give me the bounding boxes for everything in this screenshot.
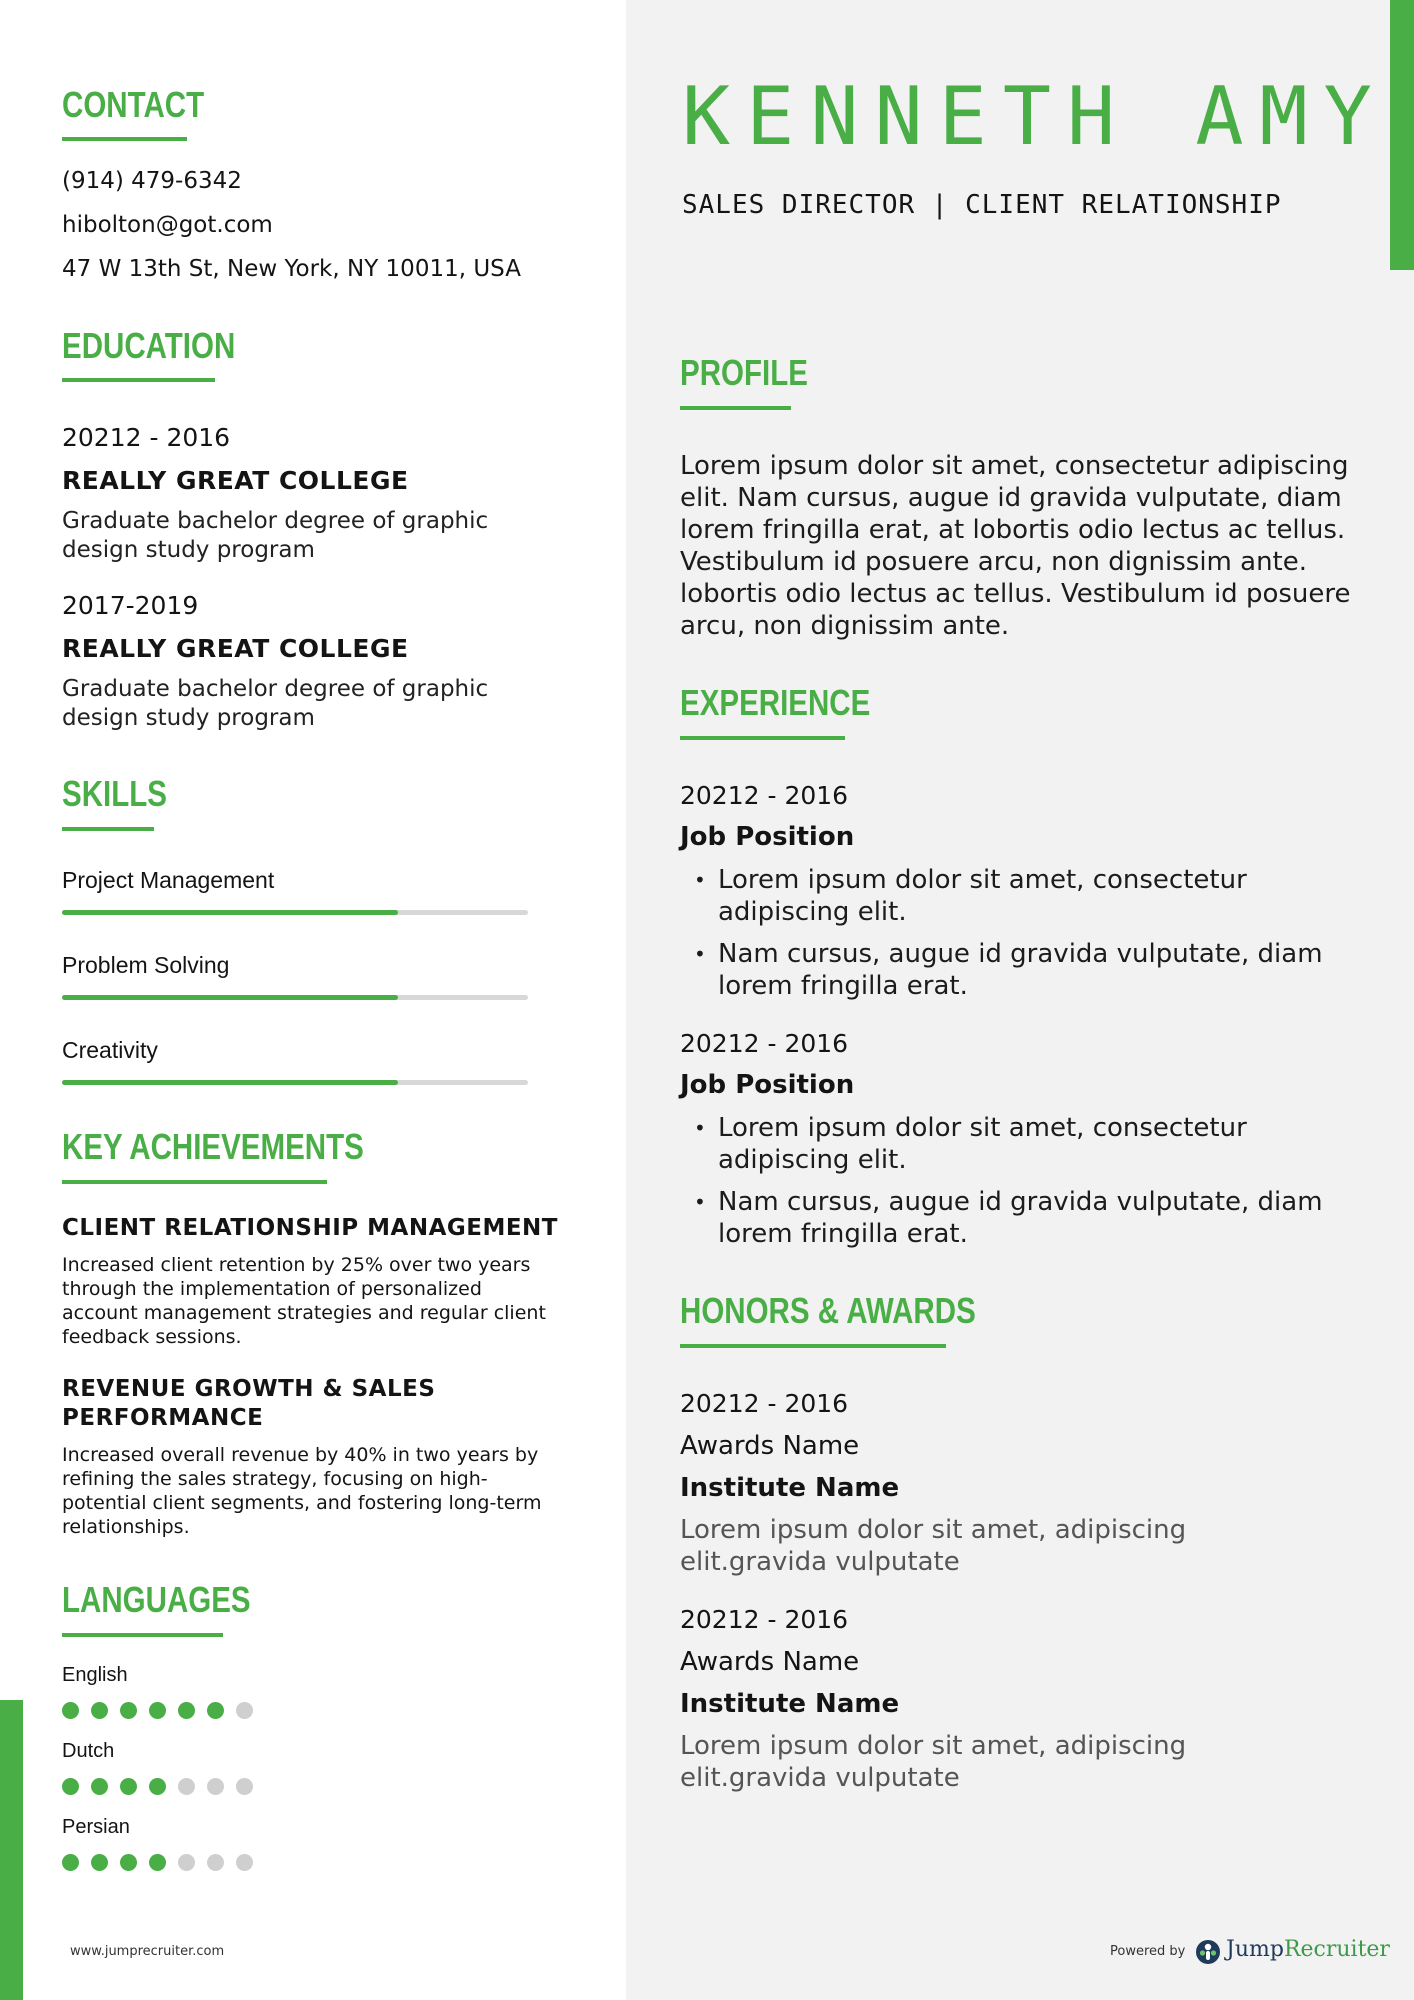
achievements-underline [62,1180,327,1184]
contact-email: hibolton@got.com [62,212,273,238]
language-dot-filled [91,1702,108,1719]
profile-text: Lorem ipsum dolor sit amet, consectetur adipiscing elit. Nam cursus, augue id gravida vulputate, diam lorem fringilla erat, at lobortis odio lectus ac tellus. Vestibulum id posuere arcu, non dignissim ante. lobortis odio lectus ac tellus. Vestibulum id posuere arcu, non dignissim ante. [680,451,1351,641]
language-name: English [62,1664,128,1686]
jumprecruiter-brand[interactable] [1226,1937,1390,1962]
language-dot-filled [178,1702,195,1719]
award-institute: Institute Name [680,1689,900,1719]
education-desc: Graduate bachelor degree of graphic design study program [62,508,489,563]
award-desc: Lorem ipsum dolor sit amet, adipiscing elit.gravida vulputate [680,1731,1187,1793]
language-level-dots [62,1702,253,1719]
education-underline [62,378,215,382]
language-dot-filled [149,1702,166,1719]
contact-phone: (914) 479-6342 [62,168,242,194]
experience-heading: EXPERIENCE [680,682,871,723]
experience-bullet: • Nam cursus, augue id gravida vulputate, diam lorem fringilla erat. [680,938,1350,1002]
skill-name: Creativity [62,1037,158,1063]
brand-jump: Jump [1226,1937,1284,1962]
contact-heading: CONTACT [62,84,205,125]
experience-bullet: • Lorem ipsum dolor sit amet, consectetur adipiscing elit. [680,864,1350,928]
education-desc: Graduate bachelor degree of graphic design study program [62,676,489,731]
skill-bar-fill [62,995,398,1000]
languages-heading: LANGUAGES [62,1579,251,1620]
language-dot-empty [178,1778,195,1795]
achievement-title: CLIENT RELATIONSHIP MANAGEMENT [62,1215,558,1241]
language-dot-empty [236,1702,253,1719]
achievement-text: Increased client retention by 25% over two years through the implementation of personalized account management strategies and regular client feedback sessions. [62,1254,546,1348]
skills-underline [62,827,154,831]
languages-underline [62,1633,223,1637]
awards-heading: HONORS & AWARDS [680,1290,976,1331]
accent-bar-left [0,1700,23,2000]
award-institute: Institute Name [680,1473,900,1503]
language-name: Dutch [62,1740,115,1762]
language-dot-empty [178,1854,195,1871]
language-dot-filled [62,1778,79,1795]
award-name: Awards Name [680,1647,860,1677]
language-dot-filled [120,1778,137,1795]
education-years: 2017-2019 [62,591,199,620]
language-dot-filled [91,1854,108,1871]
awards-underline [680,1344,946,1348]
skill-name: Problem Solving [62,952,230,978]
experience-underline [680,736,845,740]
skills-heading: SKILLS [62,773,167,814]
language-name: Persian [62,1816,130,1838]
person-name: KENNETH AMY [682,70,1388,163]
language-dot-empty [236,1778,253,1795]
skill-bar-fill [62,1080,398,1085]
person-subtitle: SALES DIRECTOR | CLIENT RELATIONSHIP [682,190,1282,220]
contact-underline [62,137,187,141]
experience-bullets [680,864,1350,1012]
language-dot-filled [207,1702,224,1719]
contact-address: 47 W 13th St, New York, NY 10011, USA [62,256,521,282]
skill-bar [62,1080,528,1085]
award-name: Awards Name [680,1431,860,1461]
left-column [0,0,626,2000]
award-years: 20212 - 2016 [680,1605,849,1634]
skill-bar [62,995,528,1000]
language-dot-filled [149,1778,166,1795]
language-level-dots [62,1778,253,1795]
award-years: 20212 - 2016 [680,1389,849,1418]
skill-bar-fill [62,910,398,915]
experience-bullets [680,1112,1350,1260]
language-dot-empty [236,1854,253,1871]
language-dot-filled [62,1702,79,1719]
footer-url[interactable]: www.jumprecruiter.com [70,1944,225,1959]
language-dot-empty [207,1854,224,1871]
profile-underline [680,406,791,410]
education-years: 20212 - 2016 [62,423,231,452]
language-dot-filled [62,1854,79,1871]
achievement-text: Increased overall revenue by 40% in two years by refining the sales strategy, focusing on high-potential client segments, and fostering long-term relationships. [62,1444,542,1538]
education-school: REALLY GREAT COLLEGE [62,634,409,663]
experience-years: 20212 - 2016 [680,781,849,810]
language-dot-filled [120,1702,137,1719]
brand-recruiter: Recruiter [1283,1937,1390,1962]
achievement-title: REVENUE GROWTH & SALES PERFORMANCE [62,1376,436,1431]
language-level-dots [62,1854,253,1871]
experience-years: 20212 - 2016 [680,1029,849,1058]
accent-bar-top [1390,0,1414,270]
award-desc: Lorem ipsum dolor sit amet, adipiscing elit.gravida vulputate [680,1515,1187,1577]
language-dot-empty [207,1778,224,1795]
powered-by-label: Powered by [1110,1944,1186,1959]
skill-bar [62,910,528,915]
experience-bullet: • Lorem ipsum dolor sit amet, consectetur adipiscing elit. [680,1112,1350,1176]
education-school: REALLY GREAT COLLEGE [62,466,409,495]
education-heading: EDUCATION [62,325,236,366]
language-dot-filled [91,1778,108,1795]
experience-position: Job Position [680,822,855,852]
experience-bullet: • Nam cursus, augue id gravida vulputate, diam lorem fringilla erat. [680,1186,1350,1250]
experience-position: Job Position [680,1070,855,1100]
jumprecruiter-logo-icon [1195,1939,1221,1965]
skill-name: Project Management [62,867,275,893]
language-dot-filled [120,1854,137,1871]
profile-heading: PROFILE [680,352,808,393]
language-dot-filled [149,1854,166,1871]
achievements-heading: KEY ACHIEVEMENTS [62,1126,364,1167]
